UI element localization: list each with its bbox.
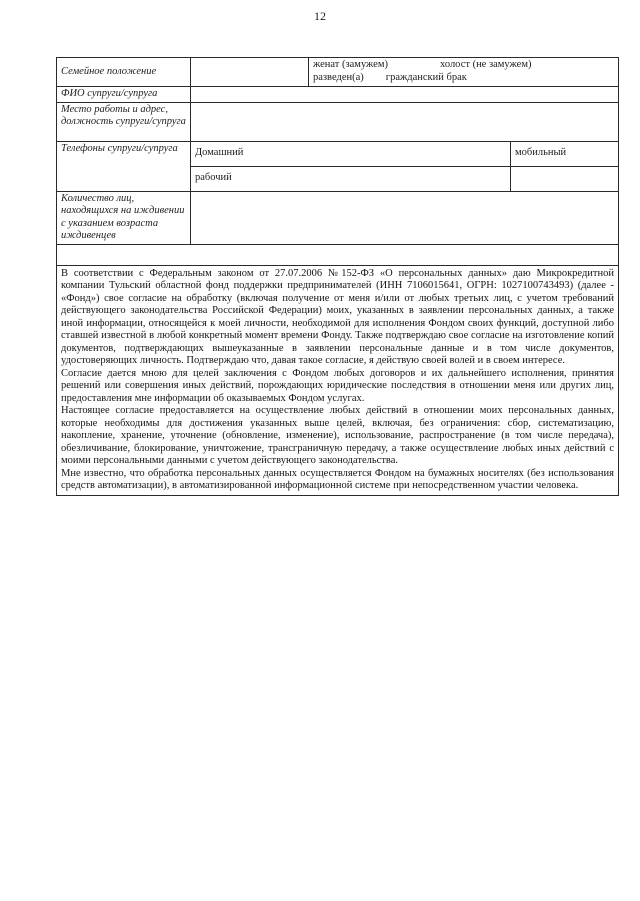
marital-status-label: Семейное положение: [57, 58, 191, 87]
option-divorced[interactable]: разведен(а): [313, 71, 364, 83]
spacer-row: [57, 244, 619, 265]
dependents-row: [57, 191, 619, 244]
mobile-phone-label: мобильный: [515, 147, 567, 159]
spacer-cell: [57, 244, 619, 265]
consent-paragraph-2: Согласие дается мною для целей заключения с Фондом любых договоров и их дальнейшего исполнения, принятия решений или совершения иных действий, порождающих юридические последствия в отношении меня или других лиц, предоставления мне информации об оказываемых Фондом услугах.: [61, 367, 614, 404]
spouse-work-label: Место работы и адрес, должность супруги/супруга: [57, 102, 191, 141]
dependents-field[interactable]: [191, 191, 619, 244]
consent-row: [57, 265, 619, 495]
work-phone-label: рабочий: [195, 172, 232, 184]
spouse-name-field[interactable]: [191, 87, 619, 103]
mobile-phone-field[interactable]: [511, 141, 619, 166]
page-number: 12: [314, 9, 326, 23]
work-phone-field[interactable]: [191, 166, 511, 191]
work-phone-extra: [511, 166, 619, 191]
applicant-form-table: [56, 57, 619, 496]
option-civil-marriage[interactable]: гражданский брак: [385, 71, 467, 83]
spouse-phones-row: [57, 141, 619, 166]
marital-options-line-1: [313, 59, 614, 72]
marital-status-options: [309, 58, 619, 87]
consent-paragraph-3: Настоящее согласие предоставляется на осуществление любых действий в отношении моих персональных данных, которые необходимы для достижения указанных выше целей, включая, без ограничения: сбор, систематизацию, накопление, хранение, уточнение (обновление, изменение), использование, распространение (в том числе передача), обезличивание, блокирование, уничтожение, трансграничную передачу, а также осуществление любых иных действий с моими персональными данными с учетом действующего законодательства.: [61, 405, 614, 466]
consent-paragraph-4: Мне известно, что обработка персональных данных осуществляется Фондом на бумажных носителях (без использования средств автоматизации), в автоматизированной информационной системе при непосредственном участии человека.: [61, 467, 614, 491]
option-married[interactable]: женат (замужем): [313, 59, 388, 70]
spouse-name-row: [57, 87, 619, 103]
consent-paragraph-1: В соответствии с Федеральным законом от 27.07.2006 №152-ФЗ «О персональных данных» даю Микрокредитной компании Тульский областной фонд поддержки предпринимателей (ИНН 7106015641, ОГРН: 1027100743493) (далее - «Фонд») свое согласие на обработку (включая получение от меня и/или от любых третьих лиц, с учетом требований действующего законодательства Российской Федерации) моих, указанных в заявлении персональных данных, а также иной информации, относящейся к моей личности, необходимой для исполнения Фондом своих функций, доступной либо ставшей известной в любой конкретный момент времени Фонду. Также подтверждаю свое согласие на изготовление копий документов, подтверждающих вышеуказанные в заявлении персональные данные и в том числе документов, удостоверяющих личность. Подтверждаю что, давая такое согласие, я действую своей волей и в своем интересе.: [61, 267, 614, 366]
marital-options-line-2: [313, 72, 614, 85]
spouse-work-field[interactable]: [191, 102, 619, 141]
spouse-work-row: [57, 102, 619, 141]
dependents-label: Количество лиц, находящихся на иждивении с указанием возраста иждивенцев: [57, 191, 191, 244]
marital-status-blank: [191, 58, 309, 87]
home-phone-field[interactable]: [191, 141, 511, 166]
option-single[interactable]: холост (не замужем): [439, 59, 532, 70]
spouse-phones-label: Телефоны супруги/супруга: [57, 141, 191, 191]
consent-block: [57, 265, 619, 495]
spouse-name-label: ФИО супруги/супруга: [57, 87, 191, 103]
marital-status-row: [57, 58, 619, 87]
home-phone-label: Домашний: [195, 147, 244, 159]
